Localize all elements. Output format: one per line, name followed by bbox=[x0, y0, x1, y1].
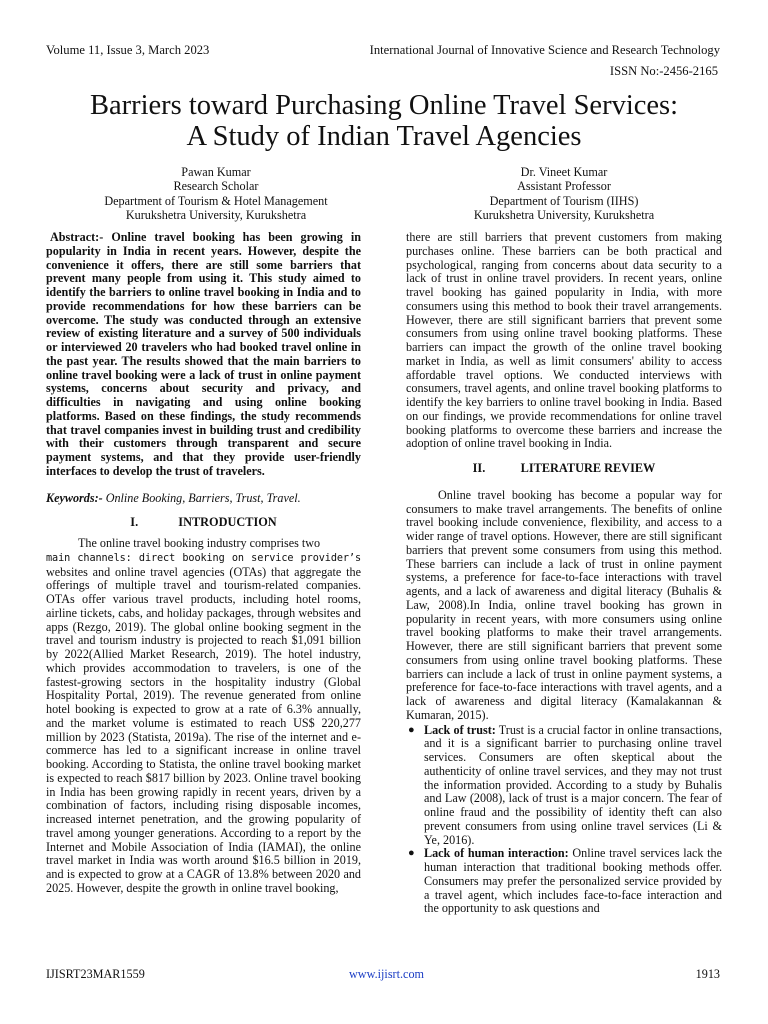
journal-website-link[interactable]: www.ijisrt.com bbox=[349, 967, 425, 981]
author-role: Research Scholar bbox=[173, 179, 259, 194]
list-item bbox=[406, 724, 722, 848]
intro-paragraph bbox=[46, 537, 361, 896]
section-heading-literature-review bbox=[406, 462, 722, 476]
section-number: II. bbox=[472, 461, 486, 475]
abstract-text: Online travel booking has been growing in popularity in India in recent years. However, despite the convenience it offers, there are still some barriers that prevent many people from using it. This study aimed to identify the barriers to online travel booking in India and to provide recommendations for how these barriers can be overcome. The study was conducted through an extensive review of existing literature and a survey of 500 individuals or interviewed 20 travelers who had booked travel online in the past year. The results showed that the main barriers to online travel booking were a lack of trust in online payment systems, concerns about security and privacy, and difficulties in navigating and using online booking platforms. Based on these findings, the study recommends that travel companies invest in building trust and credibility with their customers through transparent and secure payment systems, and that they provide user-friendly interfaces to develop the trust of travelers. bbox=[46, 230, 361, 478]
bullet-text: Online travel services lack the human interaction that traditional booking methods offer. Consumers may prefer the personalized service provided by a travel agent, which includes face-to-face interaction and the opportunity to ask questions and bbox=[424, 846, 722, 916]
keywords bbox=[46, 492, 361, 506]
author-department: Department of Tourism (IIHS) bbox=[489, 193, 639, 208]
bullet-label: Lack of trust: bbox=[424, 722, 496, 737]
journal-name: International Journal of Innovative Science and Research Technology bbox=[369, 43, 720, 57]
bullet-label: Lack of human interaction: bbox=[424, 846, 569, 861]
author-role: Assistant Professor bbox=[517, 179, 611, 194]
paper-title-line-2: A Study of Indian Travel Agencies bbox=[186, 121, 582, 152]
author-block-2 bbox=[406, 165, 722, 223]
abstract-label: Abstract:- bbox=[50, 230, 104, 244]
issn: ISSN No:-2456-2165 bbox=[609, 64, 718, 78]
author-department: Department of Tourism & Hotel Management bbox=[104, 193, 328, 208]
intro-text-rest: websites and online travel agencies (OTAs) that aggregate the offerings of multiple travel and tourism-related companies. OTAs offer various travel products, including hotel rooms, airline tickets, cabs, and holiday packages, through websites and apps (Rezgo, 2019). The global online booking segment in the travel and tourism industry is projected to reach $1,091 billion by 2022(Allied Market Research, 2019). The hotel industry, which provides accommodation to travelers, is one of the fastest-growing sectors in the hospitality industry (Global Hospitality Portal, 2019). The revenue generated from online hotel booking is expected to grow at a rate of 6.3% annually, and the market volume is estimated to reach US$ 220,277 million by 2023 (Statista, 2019a). The rise of the internet and e-commerce has led to a significant increase in online travel booking. According to Statista, the online travel booking market is expected to reach $817 billion by 2023. Online travel booking in India has been growing rapidly in recent years, driven by a combination of factors, including rising disposable incomes, increased internet penetration, and the growing popularity of travel among younger generations. According to a report by the Internet and Mobile Association of India (IAMAI), the online travel market in India was worth around $16.5 billion in 2019, and is expected to grow at a CAGR of 13.8% between 2020 and 2025. However, despite the growth in online travel booking, bbox=[46, 564, 361, 895]
paper-title-line-1: Barriers toward Purchasing Online Travel Services: bbox=[89, 90, 679, 121]
section-title: INTRODUCTION bbox=[178, 515, 277, 530]
intro-continuation: there are still barriers that prevent customers from making purchases online. These barriers can be both practical and psychological, ranging from concerns about data security to a lack of trust in online travel providers. In recent years, online travel booking has gained popularity in India, with more consumers using this method to book their travel arrangements. However, there are still significant barriers that prevent some consumers from using online travel booking platforms. These barriers can impact the growth of the online travel booking market in India, as well as limit consumers' ability to access affordable travel options. We conducted interviews with consumers, travel agents, and online travel booking platforms to identify the key barriers to online travel booking in India. Based on our findings, we provide recommendations for online travel booking platforms to overcome these barriers and increase the adoption of online travel booking in India. bbox=[406, 230, 722, 451]
author-name: Dr. Vineet Kumar bbox=[520, 165, 608, 179]
author-university: Kurukshetra University, Kurukshetra bbox=[125, 208, 307, 223]
page-number: 1913 bbox=[695, 967, 720, 981]
abstract bbox=[46, 231, 361, 479]
bullet-icon: ● bbox=[408, 723, 415, 736]
bullet-text: Trust is a crucial factor in online transactions, and it is a significant barrier to purchasing online travel services. Consumers are often skeptical about the authenticity of online travel services, and they may not trust the information provided. According to a study by Buhalis and Law (2008), lack of trust is a major concern. The fear of online fraud and the possibility of identity theft can also prevent consumers from using online travel services (Li & Ye, 2016). bbox=[424, 722, 722, 847]
intro-text-mono: main channels: direct booking on service provider’s bbox=[46, 552, 361, 564]
barrier-list bbox=[406, 724, 722, 917]
section-number: I. bbox=[130, 515, 139, 530]
left-column bbox=[46, 231, 361, 896]
keywords-label: Keywords:- bbox=[46, 490, 103, 505]
author-block-1 bbox=[46, 165, 386, 223]
right-column bbox=[406, 231, 722, 916]
intro-text-start: The online travel booking industry comprises two bbox=[78, 536, 321, 550]
section-title: LITERATURE REVIEW bbox=[520, 461, 656, 475]
keywords-text: Online Booking, Barriers, Trust, Travel. bbox=[105, 490, 301, 505]
author-name: Pawan Kumar bbox=[181, 165, 251, 179]
literature-paragraph: Online travel booking has become a popular way for consumers to make travel arrangements. The benefits of online travel booking include convenience, flexibility, and access to a wider range of travel options. However, there are still significant barriers that prevent some consumers from using this method. These barriers can include a lack of trust in online payment systems, a preference for face-to-face interactions with travel agents, and a lack of awareness and digital literacy (Buhalis & Law, 2008).In India, online travel booking has grown in popularity in recent years, with more consumers using online travel booking platforms to make their travel arrangements. However, there are still significant barriers that prevent some consumers from using online travel booking platforms. These barriers can include a lack of trust in online payment systems, a preference for face-to-face interactions with travel agents, and a lack of awareness and digital literacy (Kamalakannan & Kumaran, 2015). bbox=[406, 487, 722, 722]
paper-id: IJISRT23MAR1559 bbox=[46, 967, 145, 981]
author-university: Kurukshetra University, Kurukshetra bbox=[473, 208, 655, 223]
section-heading-introduction bbox=[46, 516, 361, 530]
list-item bbox=[406, 847, 722, 916]
volume-info: Volume 11, Issue 3, March 2023 bbox=[46, 43, 210, 57]
bullet-icon: ● bbox=[408, 847, 415, 860]
